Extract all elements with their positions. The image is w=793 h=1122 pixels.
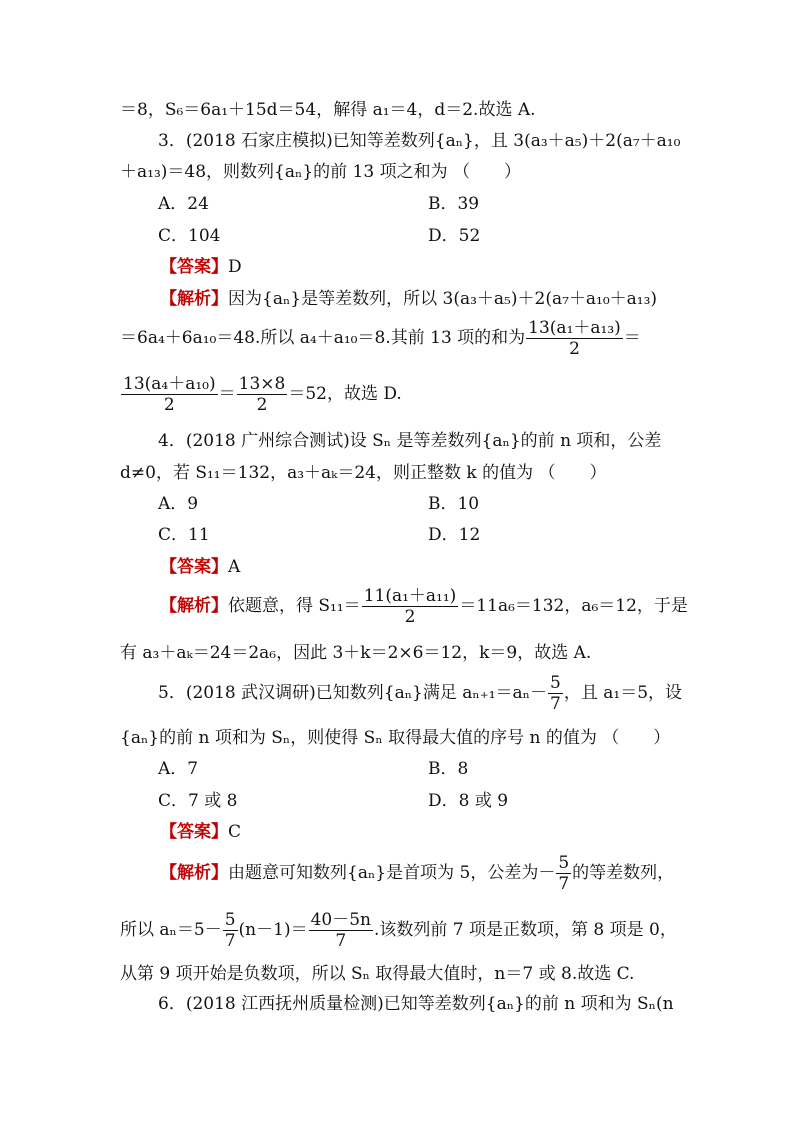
equals-sign: ＝ xyxy=(218,384,236,404)
question-5-stem xyxy=(158,673,682,714)
question-text: 5．(2018 武汉调研)已知数列{aₙ}满足 aₙ₊₁＝aₙ－ xyxy=(158,683,548,703)
answer-tag: 【答案】 xyxy=(160,257,228,277)
analysis-text: (n－1)＝ xyxy=(238,920,308,940)
option-c: C．104 xyxy=(158,226,221,246)
answer-line xyxy=(160,256,242,278)
option-d: D．52 xyxy=(428,226,481,246)
analysis-text: 依题意，得 S₁₁＝ xyxy=(228,596,361,616)
text-line: ＝8，S₆＝6a₁＋15d＝54，解得 a₁＝4，d＝2.故选 A. xyxy=(120,100,536,120)
answer-line xyxy=(160,556,240,578)
question-3-stem-cont: ＋a₁₃)＝48，则数列{aₙ}的前 13 项之和为 （ ） xyxy=(120,162,521,182)
fraction-numerator: 5 xyxy=(224,910,236,930)
analysis-text: ＝11a₆＝132，a₆＝12，于是 xyxy=(459,596,688,616)
fraction-numerator: 13(a₄＋a₁₀) xyxy=(123,374,216,394)
fraction-denominator: 7 xyxy=(335,931,347,951)
fraction-denominator: 2 xyxy=(256,395,268,415)
answer-value: D xyxy=(228,257,242,277)
fraction-denominator: 7 xyxy=(224,931,236,951)
analysis-tag: 【解析】 xyxy=(160,596,228,616)
analysis-text: .该数列前 7 项是正数项，第 8 项是 0， xyxy=(373,920,677,940)
analysis-text: 因为{aₙ}是等差数列，所以 3(a₃＋a₅)＋2(a₇＋a₁₀＋a₁₃) xyxy=(228,289,658,309)
question-5-stem-cont: {aₙ}的前 n 项和为 Sₙ，则使得 Sₙ 取得最大值的序号 n 的值为 （ ） xyxy=(120,728,671,748)
fraction-denominator: 7 xyxy=(550,694,561,714)
fraction-denominator: 7 xyxy=(558,874,570,894)
option-c: C．7 或 8 xyxy=(158,791,238,811)
option-d: D．12 xyxy=(428,525,481,545)
analysis-line xyxy=(120,910,677,951)
analysis-text: ＝52，故选 D. xyxy=(288,384,402,404)
question-4-stem: 4．(2018 广州综合测试)设 Sₙ 是等差数列{aₙ}的前 n 项和，公差 xyxy=(158,431,662,451)
fraction-numerator: 13×8 xyxy=(238,374,286,394)
option-a: A．24 xyxy=(158,194,209,214)
analysis-line xyxy=(160,853,674,894)
fraction xyxy=(526,318,623,359)
option-b: B．39 xyxy=(428,194,480,214)
analysis-text: 由题意可知数列{aₙ}是首项为 5，公差为－ xyxy=(228,863,556,883)
answer-tag: 【答案】 xyxy=(160,557,228,577)
option-d: D．8 或 9 xyxy=(428,791,509,811)
equals-sign: ＝ xyxy=(623,328,641,348)
fraction xyxy=(556,853,571,894)
option-a: A．7 xyxy=(158,759,199,779)
fraction-numerator: 13(a₁＋a₁₃) xyxy=(528,318,621,338)
analysis-line xyxy=(160,586,688,627)
fraction-numerator: 11(a₁＋a₁₁) xyxy=(363,586,457,606)
fraction-numerator: 5 xyxy=(550,673,561,693)
option-c: C．11 xyxy=(158,525,210,545)
question-3-stem: 3．(2018 石家庄模拟)已知等差数列{aₙ}，且 3(a₃＋a₅)＋2(a₇＋a₁₀ xyxy=(158,131,681,151)
fraction-denominator: 2 xyxy=(569,339,580,359)
option-b: B．8 xyxy=(428,759,469,779)
fraction-denominator: 2 xyxy=(163,395,175,415)
analysis-line: 从第 9 项开始是负数项，所以 Sₙ 取得最大值时，n＝7 或 8.故选 C. xyxy=(120,964,635,984)
answer-value: A xyxy=(228,557,241,577)
fraction-numerator: 5 xyxy=(558,853,570,873)
fraction xyxy=(223,910,238,951)
answer-value: C xyxy=(228,822,242,842)
fraction xyxy=(362,586,459,627)
analysis-line xyxy=(120,374,402,415)
analysis-tag: 【解析】 xyxy=(160,863,228,883)
question-6-stem: 6．(2018 江西抚州质量检测)已知等差数列{aₙ}的前 n 项和为 Sₙ(n xyxy=(158,994,674,1014)
analysis-text: 的等差数列， xyxy=(572,863,675,883)
fraction xyxy=(309,910,373,951)
question-4-stem-cont: d≠0，若 S₁₁＝132，a₃＋aₖ＝24，则正整数 k 的值为 （ ） xyxy=(120,463,607,483)
option-b: B．10 xyxy=(428,494,480,514)
answer-line xyxy=(160,821,241,843)
fraction xyxy=(237,374,288,415)
analysis-text: 所以 aₙ＝5－ xyxy=(120,920,222,940)
analysis-line xyxy=(160,288,657,310)
analysis-line xyxy=(120,318,641,359)
analysis-tag: 【解析】 xyxy=(160,289,228,309)
analysis-text: ＝6a₄＋6a₁₀＝48.所以 a₄＋a₁₀＝8.其前 13 项的和为 xyxy=(120,328,526,348)
answer-tag: 【答案】 xyxy=(160,822,228,842)
fraction xyxy=(121,374,218,415)
fraction-denominator: 2 xyxy=(404,607,416,627)
analysis-line: 有 a₃＋aₖ＝24＝2a₆，因此 3＋k＝2×6＝12，k＝9，故选 A. xyxy=(120,643,592,663)
option-a: A．9 xyxy=(158,494,199,514)
fraction xyxy=(548,673,563,714)
question-text: ，且 a₁＝5，设 xyxy=(563,683,683,703)
fraction-numerator: 40－5n xyxy=(310,910,371,930)
